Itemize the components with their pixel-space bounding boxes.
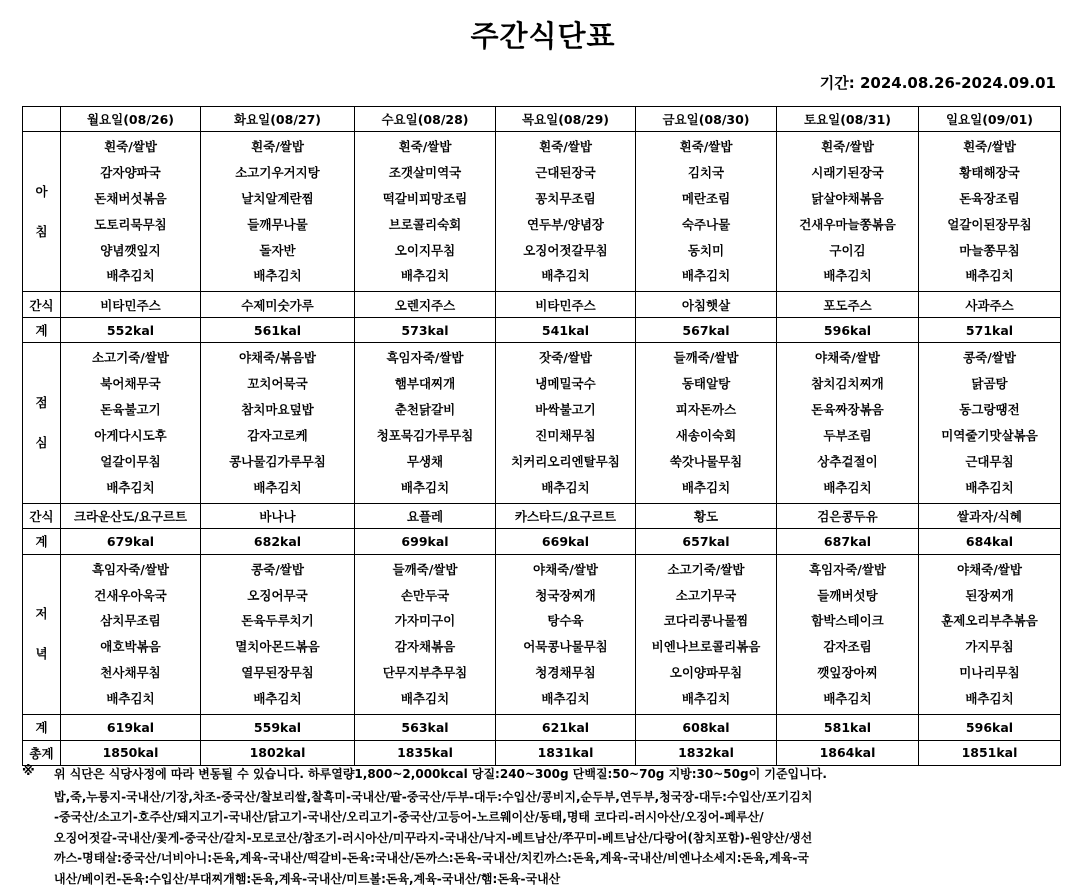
day-header: 일요일(09/01): [919, 107, 1061, 132]
kcal-cell: 567kal: [636, 317, 777, 343]
day-header: 목요일(08/29): [496, 107, 636, 132]
menu-item: 햄부대찌개: [394, 376, 456, 392]
menu-item: 양념깻잎지: [100, 242, 161, 258]
menu-item: 배추김치: [541, 268, 590, 284]
menu-item: 소고기죽/쌀밥: [667, 561, 745, 577]
kcal-cell: 619kal: [61, 715, 201, 741]
menu-item: 훈제오리부추볶음: [941, 613, 1038, 629]
menu-item: 함박스테이크: [811, 613, 884, 629]
menu-item: 야채죽/쌀밥: [533, 561, 598, 577]
menu-item: 도토리묵무침: [94, 216, 167, 232]
dinner-cell: [919, 554, 1061, 714]
page-title: 주간식단표: [470, 19, 616, 53]
menu-item: 흑임자죽/쌀밥: [91, 561, 170, 577]
snack-cell: 검은콩두유: [777, 503, 919, 529]
snack-label: 간식: [23, 503, 61, 529]
lunch-kcal-row: [23, 529, 1061, 555]
menu-item: 흰죽/쌀밥: [679, 139, 733, 154]
menu-item: 시래기된장국: [811, 164, 884, 180]
menu-item: 브로콜리숙회: [388, 216, 462, 232]
menu-item: 치커리오리엔탈무침: [511, 453, 620, 469]
menu-item: 배추김치: [681, 691, 731, 707]
menu-item: 청포묵김가루무침: [376, 428, 474, 444]
total-kcal-cell: 1802kal: [201, 740, 355, 766]
kcal-cell: 608kal: [636, 715, 777, 741]
lunch-cell: [61, 343, 201, 503]
lunch-cell: [919, 343, 1061, 503]
menu-item: 배추김치: [400, 691, 450, 707]
menu-item: 천사채무침: [100, 665, 161, 681]
snack-cell: 아침햇살: [636, 292, 777, 318]
menu-item: 들깨버섯탕: [817, 587, 878, 603]
total-kcal-cell: 1835kal: [355, 740, 496, 766]
total-kcal-cell: 1831kal: [496, 740, 636, 766]
menu-item: 흰죽/쌀밥: [963, 139, 1016, 154]
snack-cell: 사과주스: [919, 292, 1061, 318]
menu-item: 소고기무국: [675, 587, 737, 603]
kcal-cell: 581kal: [777, 715, 919, 741]
snack-cell: 오렌지주스: [355, 292, 496, 318]
menu-item: 감자채볶음: [394, 639, 456, 655]
weekly-menu-table: [22, 106, 1061, 766]
origin-note-line: 밥,죽,누룽지-국내산/기장,차조-중국산/찰보리쌀,찰흑미-국내산/팥-중국산/두부-대두:수입산/콩비지,순두부,연두부,청국장-대두:수입산/포기김치: [54, 789, 813, 804]
breakfast-cell: [919, 132, 1061, 292]
menu-item: 삼치무조림: [100, 613, 161, 629]
dinner-cell: [61, 554, 201, 714]
dinner-cell: [201, 554, 355, 714]
breakfast-label: [23, 132, 61, 292]
menu-item: 배추김치: [681, 268, 731, 284]
menu-item: 미나리무침: [959, 665, 1020, 681]
menu-item: 동치미: [687, 242, 725, 258]
menu-item: 배추김치: [400, 479, 450, 495]
breakfast-label-char: 아: [35, 183, 48, 199]
menu-item: 단무지부추무침: [382, 665, 468, 681]
breakfast-kcal-row: [23, 317, 1061, 343]
day-header: 토요일(08/31): [777, 107, 919, 132]
lunch-cell: [636, 343, 777, 503]
menu-item: 피자돈까스: [675, 402, 737, 418]
menu-item: 돈채버섯볶음: [94, 190, 167, 206]
total-kcal-cell: 1864kal: [777, 740, 919, 766]
menu-item: 오이양파무침: [669, 665, 743, 681]
menu-item: 소고기죽/쌀밥: [91, 350, 170, 366]
menu-item: 청국장찌개: [535, 587, 596, 603]
menu-item: 배추김치: [253, 268, 302, 284]
menu-item: 배추김치: [823, 691, 872, 707]
day-header-row: [23, 107, 1061, 132]
menu-item: 쑥갓나물무침: [669, 453, 743, 469]
snack-cell: 바나나: [201, 503, 355, 529]
total-kcal-row: [23, 740, 1061, 766]
kcal-cell: 573kal: [355, 317, 496, 343]
origin-note-line: 내산/베이컨-돈육:수입산/부대찌개햄:돈육,계육-국내산/미트볼:돈육,계육-국내산/햄:돈육-국내산: [54, 871, 561, 886]
menu-item: 애호박볶음: [100, 639, 161, 655]
menu-item: 비엔나브로콜리볶음: [651, 639, 761, 655]
menu-item: 숙주나물: [681, 216, 731, 232]
menu-item: 상추겉절이: [817, 453, 878, 469]
menu-item: 북어채무국: [100, 376, 161, 392]
menu-item: 진미채무침: [535, 428, 596, 444]
menu-item: 돈육불고기: [100, 402, 161, 418]
menu-item: 건새우마늘쫑볶음: [799, 216, 896, 232]
kcal-cell: 561kal: [201, 317, 355, 343]
kcal-cell: 596kal: [777, 317, 919, 343]
menu-item: 열무된장무침: [241, 665, 314, 681]
notes-section: [54, 764, 1044, 889]
menu-item: 야채죽/쌀밥: [815, 350, 880, 366]
menu-item: 연두부/양념장: [526, 216, 605, 232]
menu-item: 어묵콩나물무침: [523, 639, 608, 655]
menu-item: 얼갈이무침: [100, 453, 161, 469]
menu-item: 흰죽/쌀밥: [821, 139, 874, 154]
kcal-cell: 669kal: [496, 529, 636, 555]
lunch-label: [23, 343, 61, 503]
dinner-kcal-row: [23, 715, 1061, 741]
menu-item: 오징어무국: [247, 587, 308, 603]
menu-item: 근대무침: [965, 453, 1014, 469]
menu-item: 손만두국: [400, 587, 450, 603]
menu-item: 흰죽/쌀밥: [398, 139, 452, 154]
menu-item: 무생채: [406, 453, 444, 469]
menu-item: 배추김치: [106, 479, 155, 495]
kcal-cell: 699kal: [355, 529, 496, 555]
menu-item: 참치김치찌개: [811, 376, 884, 392]
menu-item: 된장찌개: [965, 587, 1014, 603]
menu-item: 흑임자죽/쌀밥: [808, 561, 887, 577]
menu-item: 배추김치: [253, 479, 302, 495]
dinner-cell: [636, 554, 777, 714]
dinner-row: [23, 554, 1061, 714]
menu-item: 배추김치: [106, 268, 155, 284]
corner-cell: [23, 107, 61, 132]
dinner-label: [23, 554, 61, 714]
menu-item: 조갯살미역국: [388, 164, 462, 180]
day-header: 화요일(08/27): [201, 107, 355, 132]
breakfast-cell: [201, 132, 355, 292]
snack-cell: 카스타드/요구르트: [496, 503, 636, 529]
menu-item: 돈육짜장볶음: [811, 402, 884, 418]
menu-item: 콩나물김가루무침: [229, 453, 326, 469]
breakfast-cell: [61, 132, 201, 292]
day-header: 금요일(08/30): [636, 107, 777, 132]
dinner-cell: [496, 554, 636, 714]
kcal-cell: 541kal: [496, 317, 636, 343]
breakfast-cell: [777, 132, 919, 292]
breakfast-cell: [355, 132, 496, 292]
kcal-cell: 571kal: [919, 317, 1061, 343]
menu-item: 동그랑땡전: [959, 402, 1020, 418]
menu-item: 배추김치: [541, 691, 590, 707]
total-kcal-cell: 1832kal: [636, 740, 777, 766]
note-mark: ※: [22, 764, 35, 779]
menu-item: 새송이숙회: [675, 428, 737, 444]
menu-item: 탕수육: [547, 613, 584, 629]
lunch-cell: [777, 343, 919, 503]
menu-item: 들깨죽/쌀밥: [673, 350, 739, 366]
snack-cell: 크라운산도/요구르트: [61, 503, 201, 529]
kcal-cell: 687kal: [777, 529, 919, 555]
menu-item: 콩죽/쌀밥: [963, 350, 1016, 366]
menu-item: 감자조림: [823, 639, 872, 655]
menu-item: 가자미구이: [394, 613, 456, 629]
breakfast-snack-row: [23, 292, 1061, 318]
menu-item: 깻잎장아찌: [817, 665, 878, 681]
lunch-snack-row: [23, 503, 1061, 529]
menu-item: 돌자반: [259, 242, 296, 258]
menu-item: 배추김치: [106, 691, 155, 707]
menu-item: 두부조림: [823, 428, 872, 444]
origin-note-line: 까스-명태살:중국산/너비아니:돈육,계육-국내산/떡갈비-돈육:국내산/돈까스:돈육-국내산/치킨까스:돈육,계육-국내산/비엔나소세지:돈육,계육-국: [54, 851, 810, 865]
lunch-cell: [201, 343, 355, 503]
breakfast-cell: [636, 132, 777, 292]
menu-item: 배추김치: [400, 268, 450, 284]
menu-item: 아게다시도후: [94, 428, 167, 444]
kcal-cell: 682kal: [201, 529, 355, 555]
menu-item: 감자양파국: [100, 164, 161, 180]
menu-item: 김치국: [687, 164, 725, 180]
kcal-cell: 552kal: [61, 317, 201, 343]
menu-item: 건새우아욱국: [94, 587, 167, 603]
breakfast-row: [23, 132, 1061, 292]
menu-item: 닭살야채볶음: [811, 190, 884, 206]
kcal-cell: 657kal: [636, 529, 777, 555]
menu-item: 야채죽/쌀밥: [957, 561, 1022, 577]
kcal-cell: 679kal: [61, 529, 201, 555]
menu-item: 흰죽/쌀밥: [251, 139, 304, 154]
lunch-label-char: 점: [35, 395, 48, 411]
menu-item: 날치알계란찜: [241, 190, 314, 206]
menu-item: 돈육장조림: [959, 190, 1020, 206]
snack-label: 간식: [23, 292, 61, 318]
menu-item: 구이김: [829, 242, 866, 258]
dinner-label-char: 저: [35, 606, 48, 622]
snack-cell: 비타민주스: [61, 292, 201, 318]
menu-item: 야채죽/볶음밥: [238, 350, 317, 366]
kcal-cell: 621kal: [496, 715, 636, 741]
origin-note-line: -중국산/소고기-호주산/돼지고기-국내산/닭고기-국내산/오리고기-중국산/고등어-노르웨이산/동태,명태 코다리-러시아산/오징어-페루산/: [54, 810, 764, 824]
menu-item: 배추김치: [253, 691, 302, 707]
snack-cell: 포도주스: [777, 292, 919, 318]
subtotal-label: 계: [23, 529, 61, 555]
menu-item: 미역줄기맛살볶음: [941, 428, 1038, 444]
menu-item: 흰죽/쌀밥: [539, 139, 592, 154]
menu-item: 동태알탕: [681, 376, 731, 392]
menu-item: 오징어젓갈무침: [523, 242, 608, 258]
subtotal-label: 계: [23, 317, 61, 343]
menu-item: 배추김치: [965, 691, 1014, 707]
menu-item: 청경채무침: [535, 665, 596, 681]
menu-item: 잣죽/쌀밥: [539, 350, 592, 366]
snack-cell: 비타민주스: [496, 292, 636, 318]
menu-item: 꽁치무조림: [535, 190, 596, 206]
lunch-row: [23, 343, 1061, 503]
menu-item: 냉메밀국수: [535, 376, 596, 392]
menu-item: 춘천닭갈비: [394, 402, 456, 418]
menu-item: 황태해장국: [959, 164, 1020, 180]
dinner-label-char: 녁: [35, 646, 48, 662]
menu-item: 흰죽/쌀밥: [104, 139, 157, 154]
menu-item: 오이지무침: [394, 242, 456, 258]
menu-item: 코다리콩나물찜: [663, 613, 749, 629]
menu-item: 감자고로케: [247, 428, 308, 444]
menu-item: 참치마요덮밥: [241, 402, 314, 418]
menu-item: 배추김치: [823, 268, 872, 284]
lunch-label-char: 심: [35, 435, 48, 451]
day-header: 수요일(08/28): [355, 107, 496, 132]
lunch-cell: [355, 343, 496, 503]
snack-cell: 황도: [636, 503, 777, 529]
dinner-cell: [355, 554, 496, 714]
menu-item: 배추김치: [681, 479, 731, 495]
snack-cell: 요플레: [355, 503, 496, 529]
dinner-cell: [777, 554, 919, 714]
snack-cell: 쌀과자/식혜: [919, 503, 1061, 529]
menu-item: 가지무침: [965, 639, 1014, 655]
kcal-cell: 596kal: [919, 715, 1061, 741]
menu-item: 떡갈비피망조림: [382, 190, 468, 206]
menu-item: 콩죽/쌀밥: [251, 561, 304, 577]
total-label: 총계: [23, 740, 61, 766]
breakfast-cell: [496, 132, 636, 292]
kcal-cell: 684kal: [919, 529, 1061, 555]
menu-item: 마늘쫑무침: [959, 242, 1020, 258]
kcal-cell: 559kal: [201, 715, 355, 741]
kcal-cell: 563kal: [355, 715, 496, 741]
menu-item: 들깨죽/쌀밥: [392, 561, 458, 577]
breakfast-label-char: 침: [35, 223, 48, 239]
total-kcal-cell: 1850kal: [61, 740, 201, 766]
origin-note-line: 오징어젓갈-국내산/꽃게-중국산/갈치-모로코산/참조기-러시아산/미꾸라지-국내산/낙지-베트남산/쭈꾸미-베트남산/다랑어(참치포함)-원양산/생선: [54, 830, 813, 845]
menu-item: 들깨무나물: [247, 216, 308, 232]
menu-item: 메란조림: [681, 190, 731, 206]
day-header: 월요일(08/26): [61, 107, 201, 132]
menu-item: 바싹불고기: [535, 402, 596, 418]
menu-item: 돈육두루치기: [241, 613, 314, 629]
menu-item: 얼갈이된장무침: [947, 216, 1032, 232]
menu-item: 소고기우거지탕: [235, 164, 320, 180]
menu-item: 배추김치: [965, 268, 1014, 284]
menu-item: 닭곰탕: [971, 376, 1008, 392]
menu-period: 기간: 2024.08.26-2024.09.01: [819, 74, 1056, 92]
menu-item: 꼬치어묵국: [247, 376, 308, 392]
subtotal-label: 계: [23, 715, 61, 741]
menu-item: 배추김치: [823, 479, 872, 495]
menu-item: 멸치아몬드볶음: [235, 639, 320, 655]
nutrition-note: 위 식단은 식당사정에 따라 변동될 수 있습니다. 하루열량1,800~2,000kcal 당질:240~300g 단백질:50~70g 지방:30~50g이 기준입니다.: [54, 767, 827, 781]
menu-item: 배추김치: [965, 479, 1014, 495]
menu-item: 배추김치: [541, 479, 590, 495]
total-kcal-cell: 1851kal: [919, 740, 1061, 766]
menu-item: 근대된장국: [535, 164, 596, 180]
menu-item: 흑임자죽/쌀밥: [386, 350, 464, 366]
lunch-cell: [496, 343, 636, 503]
snack-cell: 수제미숫가루: [201, 292, 355, 318]
